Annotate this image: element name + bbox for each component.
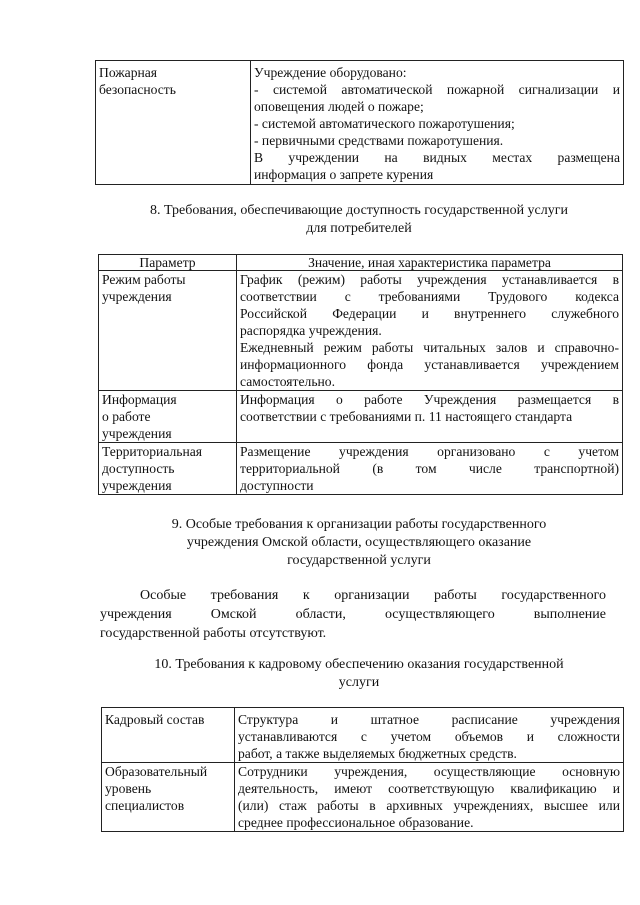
param-text: специалистов <box>105 798 185 813</box>
column-header-param: Параметр <box>99 255 237 271</box>
value-line: Ежедневный режим работы читальных залов и справочно- <box>240 340 619 355</box>
param-text: уровень <box>105 781 152 796</box>
value-line: Сотрудники учреждения, осуществляющие основную <box>238 764 620 779</box>
value-line: Размещение учреждения организовано с учетом <box>240 444 619 459</box>
param-text: Пожарная <box>99 65 158 80</box>
param-text: Информация <box>102 392 177 407</box>
param-text: Образовательный <box>105 764 208 779</box>
value-line: распорядка учреждения. <box>240 323 382 338</box>
value-line: (или) стаж работы в архивных учреждениях, высшее или <box>238 798 620 813</box>
value-line: Информация о работе Учреждения размещается в <box>240 392 619 407</box>
heading-line: для потребителей <box>306 221 412 236</box>
param-text: доступность <box>102 461 175 476</box>
param-text: учреждения <box>102 478 172 493</box>
table-row <box>99 391 623 443</box>
value-cell <box>237 443 623 495</box>
param-cell <box>102 708 235 763</box>
value-line: - системой автоматической пожарной сигнализации и <box>254 82 620 97</box>
value-line: - системой автоматического пожаротушения; <box>254 116 515 131</box>
value-cell <box>237 271 623 391</box>
value-line: Учреждение оборудовано: <box>254 65 407 80</box>
section-9-heading <box>95 516 623 570</box>
value-cell <box>237 391 623 443</box>
value-line: доступности <box>240 478 314 493</box>
value-line: работ, а также выделяемых бюджетных средств. <box>238 746 517 761</box>
section-8-heading <box>95 202 623 238</box>
staffing-table <box>101 707 624 832</box>
param-cell <box>99 391 237 443</box>
value-line: территориальной (в том числе транспортной) <box>240 461 619 476</box>
param-text: безопасность <box>99 82 176 97</box>
param-cell <box>96 61 251 185</box>
table-row <box>99 271 623 391</box>
value-line: Российской Федерации и внутреннего служебного <box>240 306 619 321</box>
value-line: деятельность, имеют соответствующую квалификацию и <box>238 781 620 796</box>
column-header-value: Значение, иная характеристика параметра <box>237 255 623 271</box>
table-row <box>102 763 624 832</box>
value-line: устанавливаются с учетом объемов и сложности <box>238 729 620 744</box>
accessibility-table <box>98 254 623 495</box>
value-line: Структура и штатное расписание учреждения <box>238 712 620 727</box>
heading-line: 8. Требования, обеспечивающие доступность государственной услуги <box>150 203 568 218</box>
heading-line: 10. Требования к кадровому обеспечению оказания государственной <box>154 657 564 672</box>
heading-line: государственной услуги <box>287 553 431 568</box>
param-cell <box>99 443 237 495</box>
value-cell <box>235 763 624 832</box>
table-row <box>96 61 624 185</box>
value-line: - первичными средствами пожаротушения. <box>254 133 504 148</box>
value-line: соответствии с требованиями п. 11 настоящего стандарта <box>240 409 573 424</box>
value-line: В учреждении на видных местах размещена <box>254 150 620 165</box>
param-text: учреждения <box>102 426 172 441</box>
value-line: информационного фонда устанавливается учреждением <box>240 357 619 372</box>
paragraph-line: Особые требования к организации работы государственного <box>140 588 606 603</box>
param-text: о работе <box>102 409 151 424</box>
table-row <box>102 708 624 763</box>
param-text: Режим работы <box>102 272 186 287</box>
value-line: информация о запрете курения <box>254 167 434 182</box>
table-header-row <box>99 255 623 271</box>
value-cell <box>251 61 624 185</box>
value-line: самостоятельно. <box>240 374 335 389</box>
param-cell <box>99 271 237 391</box>
value-cell <box>235 708 624 763</box>
section-10-heading <box>95 656 623 692</box>
heading-line: учреждения Омской области, осуществляющего оказание <box>186 535 532 550</box>
value-line: оповещения людей о пожаре; <box>254 99 424 114</box>
heading-line: 9. Особые требования к организации работы государственного <box>171 517 547 532</box>
value-line: График (режим) работы учреждения устанавливается в <box>240 272 619 287</box>
param-text: учреждения <box>102 289 172 304</box>
value-line: соответствии с требованиями Трудового кодекса <box>240 289 619 304</box>
param-cell <box>102 763 235 832</box>
param-text: Кадровый состав <box>105 712 205 727</box>
heading-line: услуги <box>338 675 380 690</box>
paragraph-line: учреждения Омской области, осуществляющего выполнение <box>100 607 606 622</box>
param-text: Территориальная <box>102 444 203 459</box>
value-line: среднее профессиональное образование. <box>238 815 474 830</box>
paragraph-line: государственной работы отсутствуют. <box>100 626 327 641</box>
table-row <box>99 443 623 495</box>
section-9-paragraph <box>100 586 606 643</box>
fire-safety-table <box>95 60 624 185</box>
